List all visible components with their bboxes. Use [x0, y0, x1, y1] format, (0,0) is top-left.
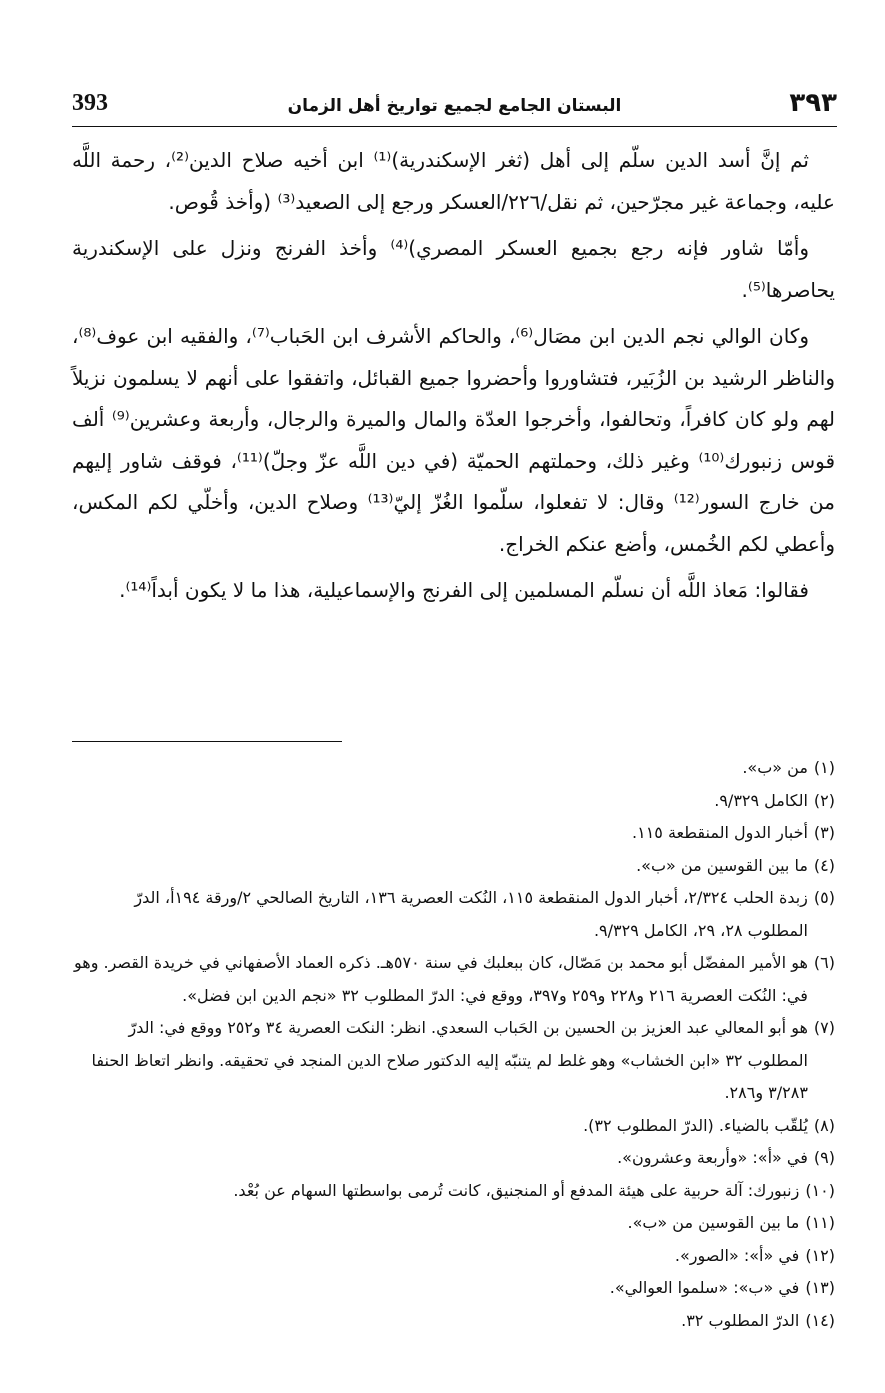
footnote-number: (٨): [813, 1115, 835, 1135]
footnote-separator: [72, 741, 342, 742]
footnote: [72, 882, 835, 947]
footnote-text: في «أ»: «وأربعة وعشرون».: [617, 1148, 808, 1167]
footnote-text: الدرّ المطلوب ٣٢.: [681, 1310, 800, 1330]
footnote: [72, 1207, 835, 1240]
footnote-number: (١٣): [805, 1278, 835, 1297]
footnote-text: زنبورك: آلة حربية على هيئة المدفع أو المنجنيق، كانت تُرمى بواسطتها السهام عن بُعْد.: [233, 1180, 800, 1200]
footnote: [72, 1175, 835, 1208]
main-text: [72, 140, 835, 617]
paragraph: فقالوا: مَعاذ اللَّه أن نسلّم المسلمين إلى الفرنج والإسماعيلية، هذا ما لا يكون أبداً⁽¹⁴⁾.: [119, 578, 809, 602]
paragraph: وأمّا شاور فإنه رجع بجميع العسكر المصري)⁽⁴⁾ وأخذ الفرنج ونزل على الإسكندرية يحاصرها⁽⁵⁾.: [72, 236, 835, 302]
footnote-text: ما بين القوسين من «ب».: [627, 1213, 800, 1232]
footnote-number: (١٢): [805, 1245, 835, 1265]
footnote-text: في «ب»: «سلموا العوالي».: [609, 1278, 800, 1297]
footnote: [72, 752, 835, 785]
footnote: [72, 1012, 835, 1110]
footnote-number: (٢): [813, 790, 835, 810]
footnote: [72, 785, 835, 818]
footnote-text: ما بين القوسين من «ب».: [636, 855, 808, 875]
page-header: [72, 86, 837, 127]
footnote-text: زبدة الحلب ٢/٣٢٤، أخبار الدول المنقطعة ١١٥، النُكت العصرية ١٣٦، التاريخ الصالحي ٢/ورقة ١٩٤أ، الدرّ المطلوب ٢٨، ٢٩، الكامل ٩/٣٢٩.: [134, 888, 808, 940]
footnote: [72, 1240, 835, 1273]
footnote: [72, 1110, 835, 1143]
footnote-number: (١٠): [805, 1180, 835, 1200]
footnote: [72, 850, 835, 883]
paragraph: ثم إنَّ أسد الدين سلّم إلى أهل (ثغر الإسكندرية)⁽¹⁾ ابن أخيه صلاح الدين⁽²⁾، رحمة اللَّه عليه، وجماعة غير مجرّحين، ثم نقل/٢٢٦/العسكر ورجع إلى الصعيد⁽³⁾ (وأخذ قُوص.: [72, 148, 835, 214]
footnote: [72, 1142, 835, 1175]
footnote-text: في «أ»: «الصور».: [674, 1245, 800, 1265]
footnote-text: هو أبو المعالي عبد العزيز بن الحسين بن الحَباب السعدي. انظر: النكت العصرية ٣٤ و٢٥٢ ووقع في: الدرّ المطلوب ٣٢ «ابن الخشاب» وهو غلط لم يتنبّه إليه الدكتور صلاح الدين المنجد في تحقيقه. وانظر اتعاظ الحنفا ٣/٢٨٣ و٢٨٦.: [91, 1018, 808, 1102]
footnote: [72, 947, 835, 1012]
footnote-text: أخبار الدول المنقطعة ١١٥.: [632, 823, 808, 842]
page-number-arabic: ٣٩٣: [789, 88, 837, 118]
footnote: [72, 1305, 835, 1338]
footnote-number: (٣): [813, 823, 835, 842]
footnote-number: (٩): [813, 1148, 835, 1167]
footnote-number: (١٤): [805, 1310, 835, 1330]
footnote-number: (٤): [813, 855, 835, 875]
footnote: [72, 1272, 835, 1305]
footnote-number: (٦): [813, 953, 835, 972]
running-title: البستان الجامع لجميع تواريخ أهل الزمان: [287, 96, 622, 116]
footnote: [72, 817, 835, 850]
footnote-text: الكامل ٩/٣٢٩.: [714, 790, 808, 810]
footnote-number: (١١): [805, 1213, 835, 1232]
footnote-number: (١): [813, 758, 835, 777]
footnote-number: (٧): [813, 1018, 835, 1037]
footnote-text: من «ب».: [742, 758, 808, 777]
footnote-text: هو الأمير المفضّل أبو محمد بن مَصّال، كان ببعلبك في سنة ٥٧٠هـ. ذكره العماد الأصفهاني في خريدة القصر. وهو في: النُكت العصرية ٢١٦ و٢٢٨ و٢٥٩ و٣٩٧، ووقع في: الدرّ المطلوب ٣٢ «نجم الدين ابن فضل».: [74, 953, 808, 1005]
footnote-number: (٥): [813, 888, 835, 907]
footnotes: [72, 752, 835, 1337]
paragraph: وكان الوالي نجم الدين ابن مصَال⁽⁶⁾، والحاكم الأشرف ابن الحَباب⁽⁷⁾، والفقيه ابن عوف⁽⁸⁾، والناظر الرشيد بن الزُبَير، فتشاوروا وأحضروا جميع القبائل، واتفقوا على أنهم لا يسلمون نزيلاً لهم ولو كان كافراً، وتحالفوا، وأخرجوا العدّة والمال والميرة والرجال، وأربعة وعشرين⁽⁹⁾ ألف قوس زنبورك⁽¹⁰⁾ وغير ذلك، وحملتهم الحميّة (في دين اللَّه عزّ وجلّ)⁽¹¹⁾، فوقف شاور إليهم من خارج السور⁽¹²⁾ وقال: لا تفعلوا، سلّموا الغُزّ إليّ⁽¹³⁾ وصلاح الدين، وأخلّي لكم المكس، وأعطي لكم الخُمس، وأضع عنكم الخراج.: [72, 324, 836, 556]
page-number-latin: 393: [72, 90, 108, 116]
footnote-text: يُلقّب بالضياء. (الدرّ المطلوب ٣٢).: [583, 1115, 808, 1135]
